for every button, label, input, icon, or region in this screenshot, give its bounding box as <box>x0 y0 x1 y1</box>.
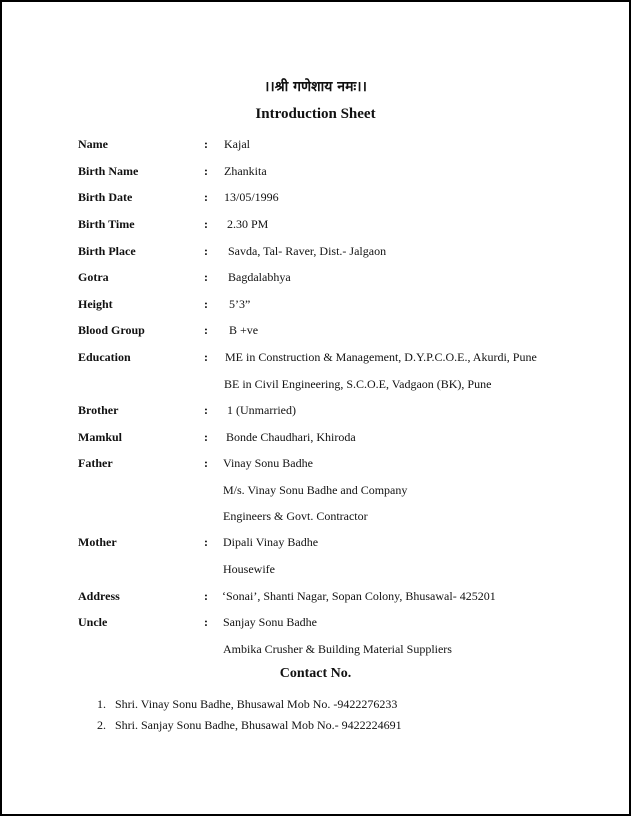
field-mother-continued <box>2 562 629 582</box>
field-label: Blood Group <box>78 323 145 337</box>
field-label: Birth Place <box>78 244 136 258</box>
field-colon: : <box>204 615 208 629</box>
field-label: Uncle <box>78 615 108 629</box>
field-value: Engineers & Govt. Contractor <box>223 509 368 523</box>
field-birth-date <box>2 190 629 210</box>
field-value: Bonde Chaudhari, Khiroda <box>226 430 356 444</box>
field-label: Education <box>78 350 131 364</box>
field-colon: : <box>204 403 208 417</box>
contact-list-item <box>97 697 397 712</box>
field-label: Mamkul <box>78 430 123 444</box>
field-value: 1 (Unmarried) <box>227 403 296 417</box>
field-value: Housewife <box>223 562 275 576</box>
contact-list-item <box>97 718 402 733</box>
contact-text: Shri. Vinay Sonu Badhe, Bhusawal Mob No. -9422276233 <box>115 697 398 711</box>
field-value: ‘Sonai’, Shanti Nagar, Sopan Colony, Bhusawal- 425201 <box>222 589 496 603</box>
field-uncle <box>2 615 629 635</box>
field-uncle-continued <box>2 642 629 662</box>
field-value: Kajal <box>224 137 250 151</box>
field-birth-place <box>2 244 629 264</box>
field-father-continued <box>2 483 629 503</box>
field-value: Ambika Crusher & Building Material Suppliers <box>223 642 452 656</box>
field-value: B +ve <box>229 323 259 337</box>
field-value: Dipali Vinay Badhe <box>223 535 319 549</box>
field-name <box>2 137 629 157</box>
field-colon: : <box>204 589 208 603</box>
field-birth-name <box>2 164 629 184</box>
field-value: Savda, Tal- Raver, Dist.- Jalgaon <box>228 244 387 258</box>
field-label: Birth Name <box>78 164 139 178</box>
field-colon: : <box>204 350 208 364</box>
field-label: Mother <box>78 535 117 549</box>
page-title: Introduction Sheet <box>255 106 376 122</box>
invocation-heading: ।।श्री गणेशाय नमः।। <box>264 79 367 95</box>
field-height <box>2 297 629 317</box>
field-value: 2.30 PM <box>227 217 269 231</box>
field-colon: : <box>204 137 208 151</box>
field-value: 13/05/1996 <box>224 190 279 204</box>
field-label: Brother <box>78 403 119 417</box>
field-birth-time <box>2 217 629 237</box>
field-colon: : <box>204 323 208 337</box>
field-value: 5’3” <box>229 297 251 311</box>
contact-text: Shri. Sanjay Sonu Badhe, Bhusawal Mob No.- 9422224691 <box>115 718 402 732</box>
field-brother <box>2 403 629 423</box>
field-education-continued <box>2 377 629 397</box>
field-blood-group <box>2 323 629 343</box>
field-colon: : <box>204 297 208 311</box>
field-value: Vinay Sonu Badhe <box>223 456 313 470</box>
field-mother <box>2 535 629 555</box>
field-mamkul <box>2 430 629 450</box>
field-colon: : <box>204 190 208 204</box>
field-colon: : <box>204 217 208 231</box>
field-colon: : <box>204 535 208 549</box>
field-label: Gotra <box>78 270 109 284</box>
field-label: Name <box>78 137 108 151</box>
field-father <box>2 456 629 476</box>
list-number: 2. <box>97 718 106 732</box>
contact-heading: Contact No. <box>279 666 352 681</box>
field-label: Birth Time <box>78 217 135 231</box>
field-colon: : <box>204 164 208 178</box>
field-colon: : <box>204 270 208 284</box>
field-value: ME in Construction & Management, D.Y.P.C.O.E., Akurdi, Pune <box>225 350 537 364</box>
field-value: BE in Civil Engineering, S.C.O.E, Vadgaon (BK), Pune <box>224 377 492 391</box>
field-colon: : <box>204 456 208 470</box>
field-label: Birth Date <box>78 190 133 204</box>
list-number: 1. <box>97 697 106 711</box>
field-value: Zhankita <box>224 164 267 178</box>
field-value: M/s. Vinay Sonu Badhe and Company <box>223 483 408 497</box>
field-value: Bagdalabhya <box>228 270 291 284</box>
field-father-continued <box>2 509 629 529</box>
field-colon: : <box>204 244 208 258</box>
field-education <box>2 350 629 370</box>
field-colon: : <box>204 430 208 444</box>
field-address <box>2 589 629 609</box>
field-value: Sanjay Sonu Badhe <box>223 615 317 629</box>
field-label: Height <box>78 297 113 311</box>
field-label: Address <box>78 589 120 603</box>
field-gotra <box>2 270 629 290</box>
field-label: Father <box>78 456 113 470</box>
